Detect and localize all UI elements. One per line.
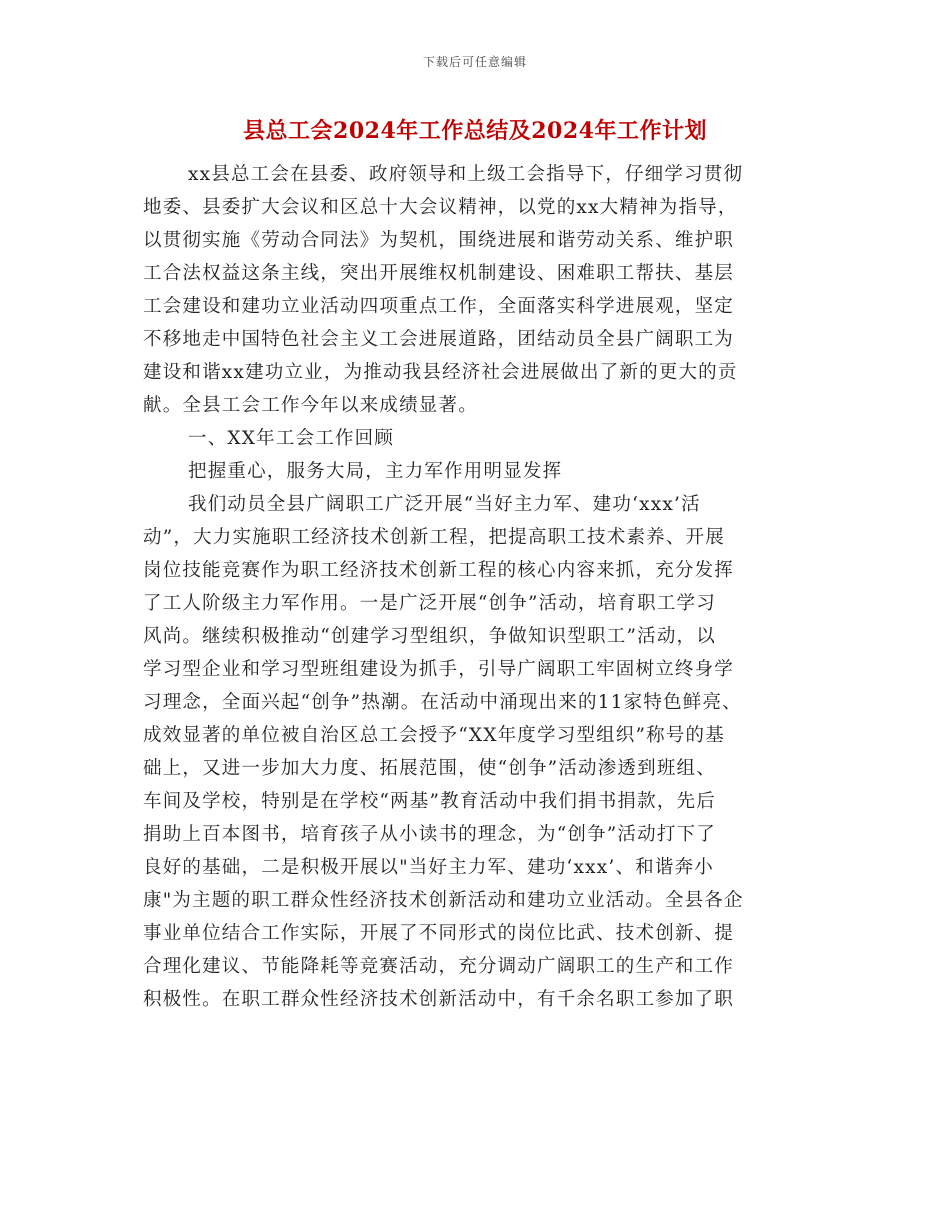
paragraph-line: 成效显著的单位被自治区总工会授予“XX年度学习型组织”称号的基 [143, 725, 725, 746]
paragraph-line: 康"为主题的职工群众性经济技术创新活动和建功立业活动。全县各企 [143, 890, 744, 911]
subsection-heading: 把握重心，服务大局，主力军作用明显发挥 [188, 461, 563, 482]
paragraph-line: 岗位技能竞赛作为职工经济技术创新工程的核心内容来抓，充分发挥 [143, 560, 735, 581]
paragraph-line: 积极性。在职工群众性经济技术创新活动中，有千余名职工参加了职 [143, 989, 735, 1010]
document-body [143, 158, 815, 1016]
paragraph-line: 捐助上百本图书，培育孩子从小读书的理念，为“创争”活动打下了 [143, 824, 716, 845]
section-heading: 一、XX年工会工作回顾 [188, 428, 395, 449]
paragraph-line: 学习型企业和学习型班组建设为抓手，引导广阔职工牢固树立终身学 [143, 659, 735, 680]
paragraph-line: 车间及学校，特别是在学校“两基”教育活动中我们捐书捐款，先后 [143, 791, 716, 812]
paragraph-line: 工合法权益这条主线，突出开展维权机制建设、困难职工帮扶、基层 [143, 263, 735, 284]
paragraph-line: 了工人阶级主力军作用。一是广泛开展“创争”活动，培育职工学习 [143, 593, 716, 614]
paragraph-line: 献。全县工会工作今年以来成绩显著。 [143, 395, 478, 416]
paragraph-line: 不移地走中国特色社会主义工会进展道路，团结动员全县广阔职工为 [143, 329, 735, 350]
paragraph-line: 工会建设和建功立业活动四项重点工作，全面落实科学进展观，坚定 [143, 296, 735, 317]
document-title: 县总工会2024年工作总结及2024年工作计划 [243, 118, 707, 144]
paragraph-line: 础上，又进一步加大力度、拓展范围，使“创争”活动渗透到班组、 [143, 758, 716, 779]
paragraph-line: 风尚。继续积极推动“创建学习型组织，争做知识型职工”活动，以 [143, 626, 716, 647]
paragraph-line: 良好的基础，二是积极开展以"当好主力军、建功‘xxx’、和谐奔小 [143, 857, 714, 878]
header-note: 下载后可任意编辑 [422, 55, 527, 69]
paragraph-line: 建设和谐xx建功立业，为推动我县经济社会进展做出了新的更大的贡 [143, 362, 738, 383]
paragraph-line: 动”，大力实施职工经济技术创新工程，把提高职工技术素养、开展 [143, 527, 725, 548]
paragraph-line: 以贯彻实施《劳动合同法》为契机，围绕进展和谐劳动关系、维护职 [143, 230, 735, 251]
paragraph-line: 合理化建议、节能降耗等竞赛活动，充分调动广阔职工的生产和工作 [143, 956, 735, 977]
paragraph-line: 地委、县委扩大会议和区总十大会议精神，以党的xx大精神为指导， [143, 197, 738, 218]
paragraph-line: 习理念，全面兴起“创争”热潮。在活动中涌现出来的11家特色鲜亮、 [143, 692, 742, 713]
paragraph-line: 我们动员全县广阔职工广泛开展“当好主力军、建功‘xxx’活 [188, 494, 701, 515]
paragraph-line: xx县总工会在县委、政府领导和上级工会指导下，仔细学习贯彻 [188, 164, 744, 185]
paragraph-line: 事业单位结合工作实际，开展了不同形式的岗位比武、技术创新、提 [143, 923, 735, 944]
